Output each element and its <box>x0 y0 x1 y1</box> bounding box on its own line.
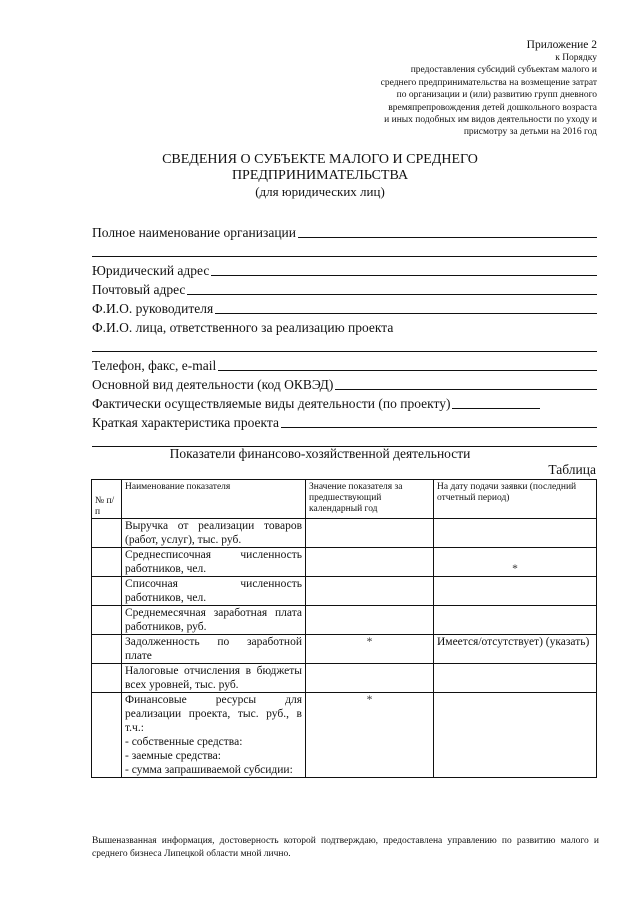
cell-prev[interactable] <box>306 577 434 606</box>
field-responsible-person-cont <box>92 336 597 355</box>
document-title <box>120 152 520 200</box>
cell-prev[interactable]: * <box>306 635 434 664</box>
cell-prev[interactable] <box>306 548 434 577</box>
field-project-summary <box>92 412 597 431</box>
field-actual-activities <box>92 393 597 412</box>
field-contacts <box>92 355 597 374</box>
finance-item-subsidy: - сумма запрашиваемой субсидии: <box>125 764 293 776</box>
finance-title: Финансовые ресурсы для реализации проекта, тыс. руб., в т.ч.: <box>125 694 302 734</box>
field-label: Почтовый адрес <box>92 282 186 297</box>
financial-indicators-table <box>91 479 597 778</box>
header-name: Наименование показателя <box>122 480 306 519</box>
table-row-finance <box>92 693 597 778</box>
title-line-1: СВЕДЕНИЯ О СУБЪЕКТЕ МАЛОГО И СРЕДНЕГО <box>162 152 478 167</box>
field-label: Телефон, факс, e-mail <box>92 358 217 373</box>
cell-prev[interactable] <box>306 664 434 693</box>
table-row <box>92 635 597 664</box>
postal-address-input-line[interactable] <box>187 294 597 295</box>
cell-num <box>92 693 122 778</box>
field-label: Краткая характеристика проекта <box>92 415 279 430</box>
field-main-activity <box>92 374 597 393</box>
header-prev-year: Значение показателя за предшествующий календарный год <box>306 480 434 519</box>
cell-name: Выручка от реализации товаров (работ, услуг), тыс. руб. <box>122 519 306 548</box>
field-label: Фактически осуществляемые виды деятельности (по проекту) <box>92 396 451 411</box>
cell-prev[interactable] <box>306 606 434 635</box>
cell-num <box>92 664 122 693</box>
field-postal-address <box>92 279 597 298</box>
finance-item-own: - собственные средства: <box>125 736 243 748</box>
cell-name: Среднемесячная заработная плата работников, руб. <box>122 606 306 635</box>
appendix-line: предоставления субсидий субъектам малого и <box>410 65 597 76</box>
table-row <box>92 664 597 693</box>
field-label: Основной вид деятельности (код ОКВЭД) <box>92 377 334 392</box>
section-title: Показатели финансово-хозяйственной деятельности <box>169 446 471 461</box>
cell-prev[interactable]: * <box>306 693 434 778</box>
full-name-input-line-2[interactable] <box>92 256 597 257</box>
header-current: На дату подачи заявки (последний отчетный период) <box>434 480 597 519</box>
appendix-line: по организации и (или) развитию групп дневного <box>396 90 597 101</box>
main-activity-input-line[interactable] <box>335 389 597 390</box>
cell-current[interactable] <box>434 577 597 606</box>
actual-activities-input-line[interactable] <box>452 408 540 409</box>
contacts-input-line[interactable] <box>218 370 597 371</box>
responsible-person-input-line[interactable] <box>92 351 597 352</box>
appendix-line: присмотру за детьми на 2016 год <box>463 127 597 138</box>
appendix-header <box>297 38 597 139</box>
project-summary-input-line[interactable] <box>281 427 597 428</box>
title-subtitle: (для юридических лиц) <box>255 184 385 199</box>
appendix-line: к Порядку <box>555 53 597 63</box>
full-name-input-line[interactable] <box>298 237 597 238</box>
header-num: № п/п <box>92 480 122 519</box>
cell-name: Среднесписочная численность работников, чел. <box>122 548 306 577</box>
cell-name <box>122 693 306 778</box>
table-row <box>92 519 597 548</box>
field-legal-address <box>92 260 597 279</box>
cell-num <box>92 519 122 548</box>
title-line-2: ПРЕДПРИНИМАТЕЛЬСТВА <box>231 168 409 183</box>
field-full-name <box>92 222 597 241</box>
cell-current[interactable] <box>434 519 597 548</box>
field-full-name-cont <box>92 241 597 260</box>
legal-address-input-line[interactable] <box>211 275 597 276</box>
table-row <box>92 606 597 635</box>
table-row <box>92 577 597 606</box>
appendix-line: и иных подобных им видов деятельности по уходу и <box>384 115 597 126</box>
table-header-row <box>92 480 597 519</box>
cell-name: Списочная численность работников, чел. <box>122 577 306 606</box>
field-responsible-person <box>92 317 597 336</box>
cell-current[interactable]: * <box>434 548 597 577</box>
organization-form <box>92 222 597 450</box>
appendix-line: среднего предпринимательства на возмещение затрат <box>380 77 597 88</box>
cell-num <box>92 577 122 606</box>
cell-current[interactable] <box>434 606 597 635</box>
footer-statement: Вышеназванная информация, достоверность которой подтверждаю, предоставлена управлению по развитию малого и среднего бизнеса Липецкой области мной лично. <box>92 836 599 859</box>
cell-num <box>92 635 122 664</box>
appendix-line: Приложение 2 <box>526 39 597 51</box>
field-label: Ф.И.О. лица, ответственного за реализацию проекта <box>92 320 394 335</box>
field-label: Полное наименование организации <box>92 225 296 240</box>
cell-name: Задолженность по заработной плате <box>122 635 306 664</box>
cell-num <box>92 606 122 635</box>
cell-current[interactable] <box>434 693 597 778</box>
cell-name: Налоговые отчисления в бюджеты всех уровней, тыс. руб. <box>122 664 306 693</box>
field-label: Ф.И.О. руководителя <box>92 301 214 316</box>
cell-current[interactable]: Имеется/отсутствует) (указать) <box>434 635 597 664</box>
finance-item-borrowed: - заемные средства: <box>125 750 221 762</box>
table-label: Таблица <box>548 462 596 477</box>
field-label: Юридический адрес <box>92 263 210 278</box>
cell-current[interactable] <box>434 664 597 693</box>
field-head-name <box>92 298 597 317</box>
head-name-input-line[interactable] <box>215 313 597 314</box>
cell-prev[interactable] <box>306 519 434 548</box>
appendix-line: времяпрепровождения детей дошкольного возраста <box>388 102 597 113</box>
table-row <box>92 548 597 577</box>
cell-num <box>92 548 122 577</box>
